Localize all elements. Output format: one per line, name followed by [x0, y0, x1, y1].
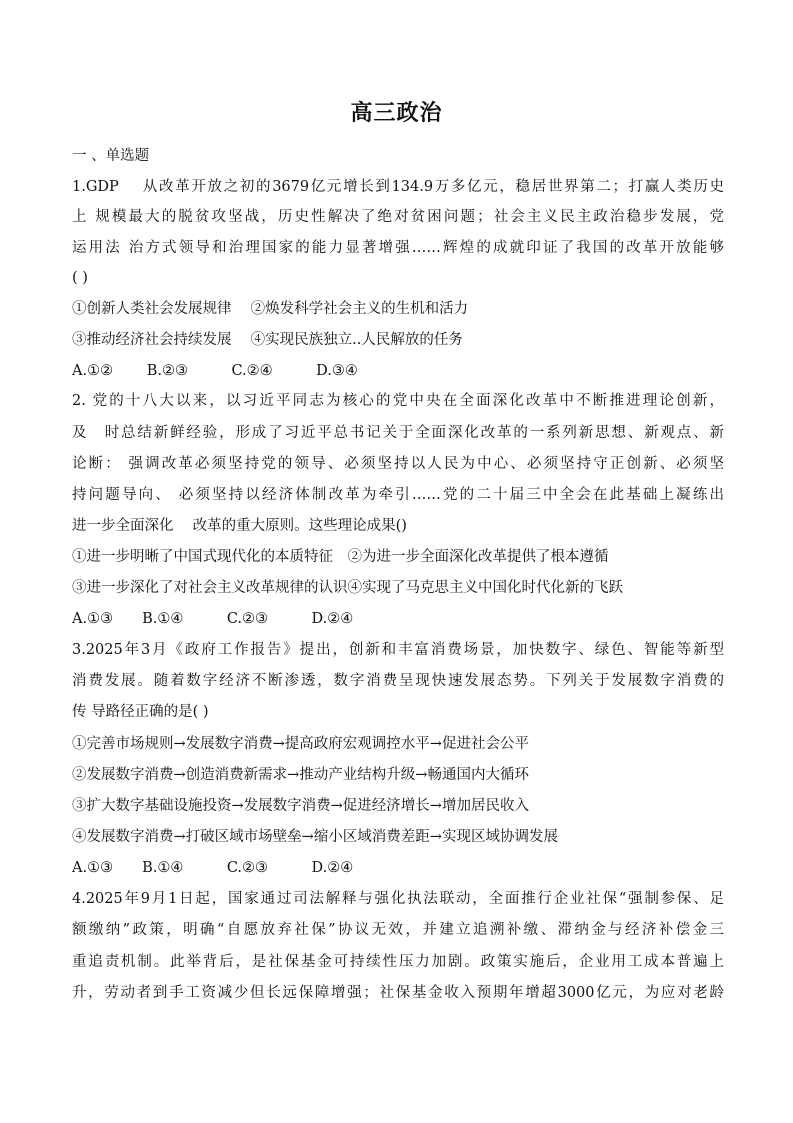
q2-line-5: 进一步全面深化 改革的重大原则。这些理论成果() — [72, 518, 407, 534]
q1-option-row-1: ①创新人类社会发展规律 ②焕发科学社会主义的生机和活力 — [72, 301, 469, 317]
q2-line-3: 论断： 强调改革必须坚持党的领导、必须坚持以人民为中心、必须坚持守正创新、必须坚 — [72, 456, 724, 472]
q2-line-4: 持问题导向、 必须坚持以经济体制改革为牵引……党的二十届三中全会在此基础上凝练出 — [72, 487, 724, 503]
q2-answer-choices: A.①③ B.①④ C.②③ D.②④ — [72, 611, 354, 627]
q2-line-2: 及 时总结新鲜经验，形成了习近平总书记关于全面深化改革的一系列新思想、新观点、新 — [72, 425, 724, 441]
q1-answer-choices: A.①② B.②③ C.②④ D.③④ — [72, 363, 358, 379]
q3-line-1: 3.2025年3月《政府工作报告》提出，创新和丰富消费场景，加快数字、绿色、智能等新型 — [72, 642, 724, 658]
q2-option-row-1: ①进一步明晰了中国式现代化的本质特征 ②为进一步全面深化改革提供了根本遵循 — [72, 549, 609, 565]
q1-line-3: 运用法 治方式领导和治理国家的能力显著增强……辉煌的成就印证了我国的改革开放能够 — [72, 240, 724, 256]
q2-option-row-2: ③进一步深化了对社会主义改革规律的认识④实现了马克思主义中国化时代化新的飞跃 — [72, 580, 623, 596]
q4-line-2: 额缴纳”政策，明确“自愿放弃社保”协议无效，并建立追溯补缴、滞纳金与经济补偿金三 — [72, 922, 724, 938]
q4-line-3: 重追责机制。此举背后，是社保基金可持续性压力加剧。政策实施后，企业用工成本普遍上 — [72, 954, 724, 970]
q3-option-2: ②发展数字消费→创造消费新需求→推动产业结构升级→畅通国内大循环 — [72, 767, 529, 783]
section-heading: 一 、单选题 — [72, 148, 150, 164]
q1-line-4: ( ) — [72, 270, 88, 286]
q1-line-2: 上 规模最大的脱贫攻坚战，历史性解决了绝对贫困问题；社会主义民主政治稳步发展，党 — [72, 209, 724, 225]
q4-line-1: 4.2025年9月1日起，国家通过司法解释与强化执法联动，全面推行企业社保“强制参保、足 — [72, 891, 724, 907]
q3-option-3: ③扩大数字基础设施投资→发展数字消费→促进经济增长→增加居民收入 — [72, 798, 529, 814]
q2-line-1: 2. 党的十八大以来，以习近平同志为核心的党中央在全面深化改革中不断推进理论创新， — [72, 393, 724, 409]
q3-line-3: 传 导路径正确的是( ) — [72, 704, 209, 720]
q3-option-4: ④发展数字消费→打破区域市场壁垒→缩小区域消费差距→实现区域协调发展 — [72, 829, 558, 845]
page-title: 高三政治 — [350, 101, 443, 126]
q3-line-2: 消费发展。随着数字经济不断渗透，数字消费呈现快速发展态势。下列关于发展数字消费的 — [72, 673, 724, 689]
q3-option-1: ①完善市场规则→发展数字消费→提高政府宏观调控水平→促进社会公平 — [72, 736, 529, 752]
q1-option-row-2: ③推动经济社会持续发展 ④实现民族独立..人民解放的任务 — [72, 332, 463, 348]
q4-line-4: 升，劳动者到手工资减少但长远保障增强；社保基金收入预期年增超3000亿元，为应对老龄 — [72, 985, 724, 1001]
q1-line-1: 1.GDP 从改革开放之初的3679亿元增长到134.9万多亿元，稳居世界第二；打赢人类历史 — [72, 179, 724, 195]
q3-answer-choices: A.①③ B.①④ C.②③ D.②④ — [72, 860, 354, 876]
